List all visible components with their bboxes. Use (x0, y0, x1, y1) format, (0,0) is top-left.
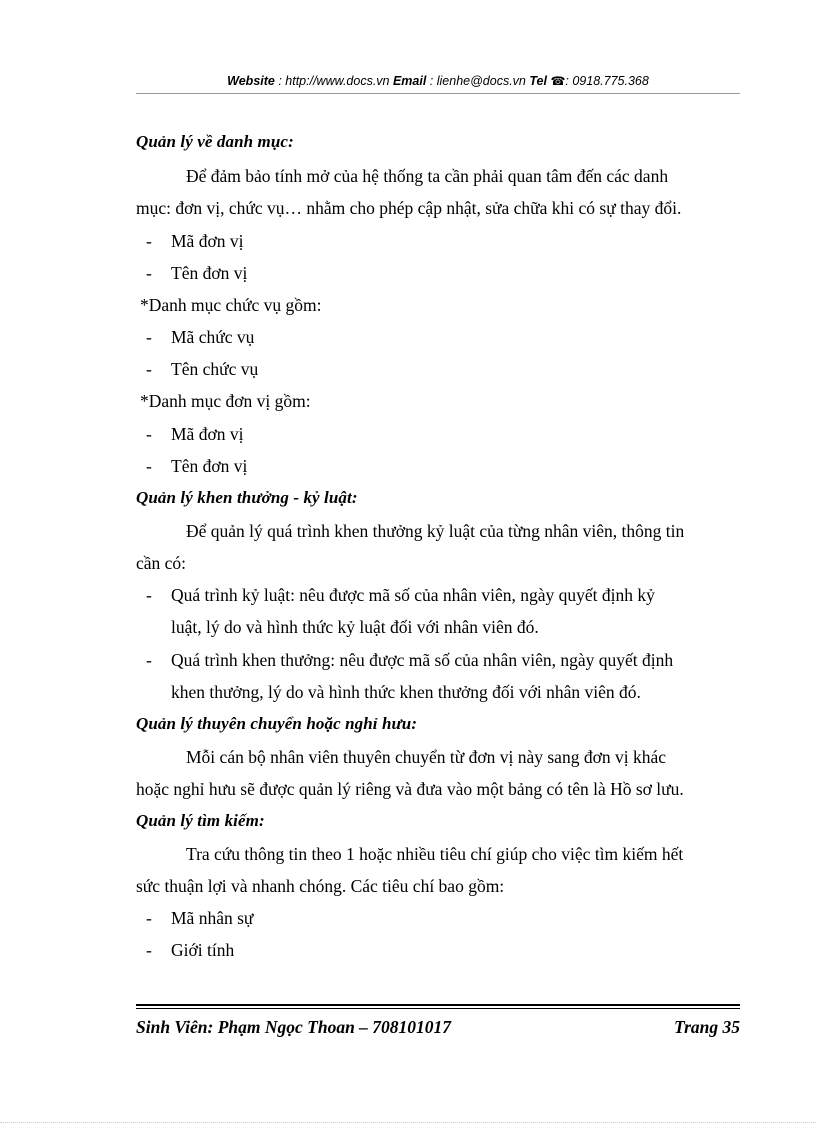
website-value: : http://www.docs.vn (274, 74, 393, 88)
section-heading-transfer-retirement: Quản lý thuyên chuyển hoặc nghỉ hưu: (136, 714, 418, 733)
telephone-icon: ☎ (550, 74, 566, 88)
tel-value: : 0918.775.368 (565, 74, 649, 88)
paragraph-line: cần có: (136, 553, 187, 573)
header-divider (136, 93, 740, 94)
sub-heading: *Danh mục chức vụ gồm: (140, 295, 322, 315)
page-number: Trang 35 (674, 1017, 740, 1037)
email-label: Email (392, 74, 427, 88)
section-heading-catalog: Quản lý về danh mục: (136, 132, 294, 151)
section-heading-search: Quản lý tìm kiếm: (136, 811, 265, 830)
sub-heading: *Danh mục đơn vị gồm: (140, 391, 311, 411)
page-footer (136, 1013, 740, 1043)
email-value: : lienhe@docs.vn (426, 74, 530, 88)
list-item-continuation: luật, lý do và hình thức kỷ luật đối với nhân viên đó. (171, 617, 539, 637)
paragraph-line: hoặc nghỉ hưu sẽ được quản lý riêng và đưa vào một bảng có tên là Hồ sơ lưu. (136, 779, 684, 799)
footer-divider (136, 1008, 740, 1009)
section-heading-reward-discipline: Quản lý khen thưởng - kỷ luật: (136, 488, 358, 507)
paragraph-line: Mỗi cán bộ nhân viên thuyên chuyển từ đơn vị này sang đơn vị khác (186, 747, 666, 767)
paragraph-line: Để quản lý quá trình khen thưởng kỷ luật của từng nhân viên, thông tin (186, 521, 685, 541)
paragraph-line: Để đảm bảo tính mở của hệ thống ta cần phải quan tâm đến các danh (186, 166, 669, 186)
website-label: Website (227, 74, 275, 88)
paragraph-line: sức thuận lợi và nhanh chóng. Các tiêu chí bao gồm: (136, 876, 505, 896)
page-header (136, 74, 740, 88)
footer-divider (136, 1004, 740, 1006)
paragraph-line: mục: đơn vị, chức vụ… nhằm cho phép cập nhật, sửa chữa khi có sự thay đổi. (136, 198, 682, 218)
footer-author: Sinh Viên: Phạm Ngọc Thoan – 708101017 (136, 1017, 452, 1037)
tel-label: Tel (529, 74, 547, 88)
paragraph-line: Tra cứu thông tin theo 1 hoặc nhiều tiêu chí giúp cho việc tìm kiếm hết (186, 844, 684, 864)
list-item-continuation: khen thưởng, lý do và hình thức khen thưởng đối với nhân viên đó. (171, 682, 641, 702)
